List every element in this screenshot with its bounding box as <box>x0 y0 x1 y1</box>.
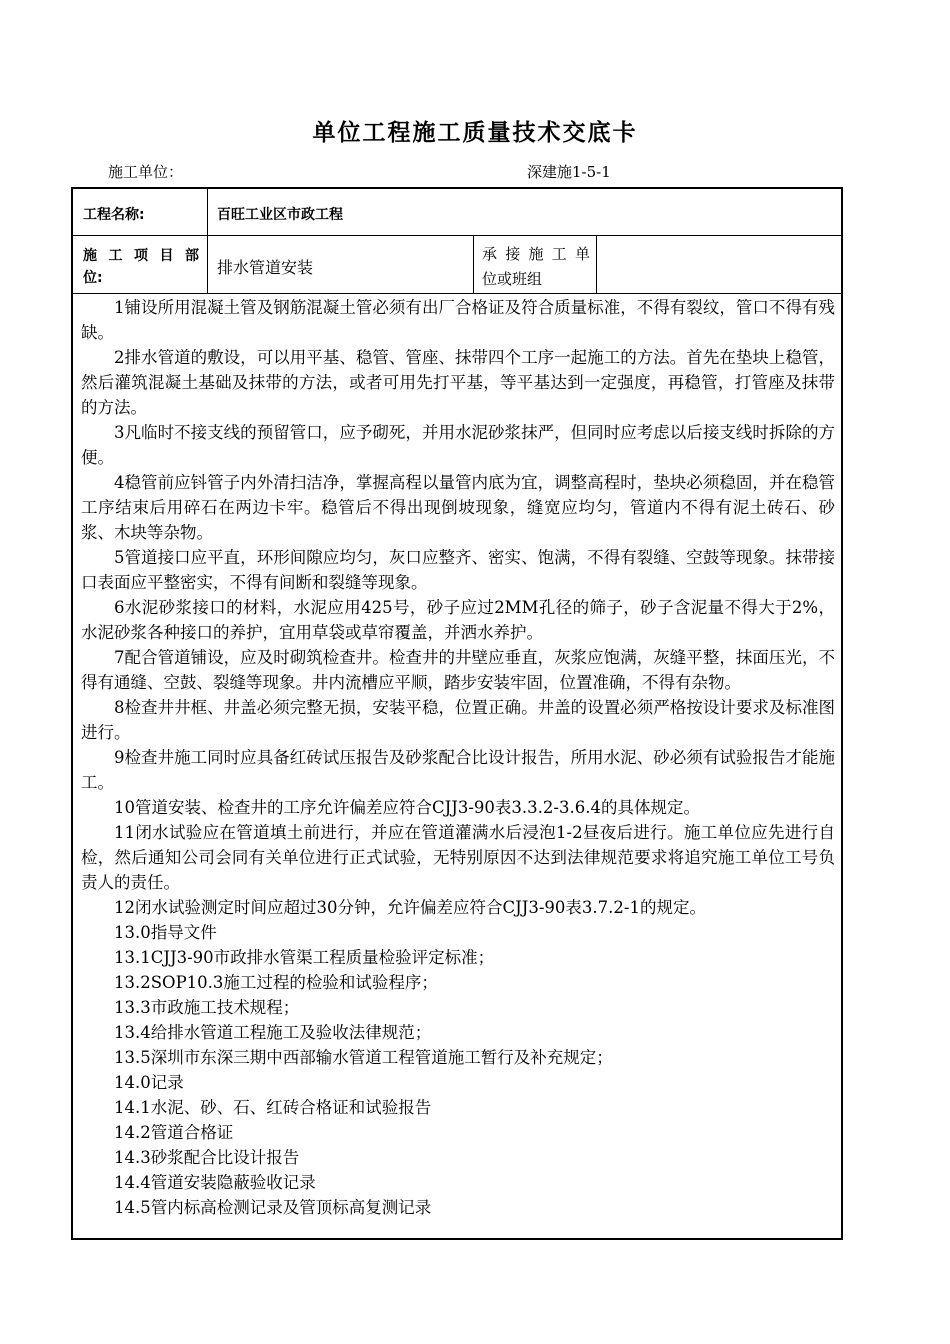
disclosure-content <box>81 295 835 1220</box>
column-divider <box>596 236 597 293</box>
work-item-label <box>83 245 199 289</box>
paragraph: 9检查井施工同时应具备红砖试压报告及砂浆配合比设计报告，所用水泥、砂必须有试验报告才能施工。 <box>81 748 835 792</box>
column-divider <box>473 236 474 293</box>
disclosure-form-table <box>71 187 843 1240</box>
project-name-value: 百旺工业区市政工程 <box>217 207 343 223</box>
document-title: 单位工程施工质量技术交底卡 <box>312 120 638 146</box>
paragraph: 14.4管道安装隐蔽验收记录 <box>114 1173 316 1192</box>
paragraph: 1铺设所用混凝土管及钢筋混凝土管必须有出厂合格证及符合质量标准，不得有裂纹，管口不得有残缺。 <box>81 298 835 342</box>
paragraph: 11闭水试验应在管道填土前进行，并应在管道灌满水后浸泡1-2昼夜后进行。施工单位应先进行自检，然后通知公司会同有关单位进行正式试验，无特别原因不达到法律规范要求将追究施工单位工号负责人的责任。 <box>81 823 835 892</box>
contractor-label-line1: 承接施工单 <box>482 245 590 263</box>
project-name-label: 工程名称: <box>83 207 145 223</box>
paragraph: 7配合管道铺设，应及时砌筑检查井。检查井的井壁应垂直，灰浆应饱满，灰缝平整，抹面压光，不得有通缝、空鼓、裂缝等现象。井内流槽应平顺，踏步安装牢固，位置准确，不得有杂物。 <box>81 648 835 692</box>
form-code: 深建施1-5-1 <box>527 163 611 181</box>
paragraph: 14.1水泥、砂、石、红砖合格证和试验报告 <box>114 1098 432 1117</box>
paragraph: 12闭水试验测定时间应超过30分钟，允许偏差应符合CJJ3-90表3.7.2-1的规定。 <box>114 898 706 917</box>
row-divider <box>73 235 841 236</box>
construction-unit-label: 施工单位： <box>108 163 184 181</box>
paragraph: 5管道接口应平直，环形间隙应均匀，灰口应整齐、密实、饱满，不得有裂缝、空鼓等现象。抹带接口表面应平整密实，不得有间断和裂缝等现象。 <box>81 548 835 592</box>
work-item-label-line2: 位: <box>83 270 103 286</box>
paragraph: 13.5深圳市东深三期中西部输水管道工程管道施工暂行及补充规定； <box>114 1048 613 1067</box>
paragraph: 2排水管道的敷设，可以用平基、稳管、管座、抹带四个工序一起施工的方法。首先在垫块上稳管，然后灌筑混凝土基础及抹带的方法，或者可用先打平基，等平基达到一定强度，再稳管，打管座及抹带的方法。 <box>81 348 835 417</box>
paragraph: 8检查井井框、井盖必须完整无损，安装平稳，位置正确。井盖的设置必须严格按设计要求及标准图进行。 <box>81 698 835 742</box>
work-item-value: 排水管道安装 <box>217 258 314 277</box>
paragraph: 13.4给排水管道工程施工及验收法律规范； <box>114 1023 432 1042</box>
paragraph: 10管道安装、检查井的工序允许偏差应符合CJJ3-90表3.3.2-3.6.4的具体规定。 <box>114 798 700 817</box>
row-divider <box>73 293 841 294</box>
paragraph: 14.5管内标高检测记录及管顶标高复测记录 <box>114 1198 432 1217</box>
work-item-label-line1: 施 工 项 目 部 <box>83 248 199 264</box>
paragraph: 14.2管道合格证 <box>114 1123 234 1142</box>
column-divider <box>207 189 208 293</box>
paragraph: 14.3砂浆配合比设计报告 <box>114 1148 300 1167</box>
contractor-label <box>482 242 590 292</box>
paragraph: 6水泥砂浆接口的材料，水泥应用425号，砂子应过2MM孔径的筛子，砂子含泥量不得大于2%，水泥砂浆各种接口的养护，宜用草袋或草帘覆盖，并洒水养护。 <box>81 598 835 642</box>
paragraph: 13.3市政施工技术规程； <box>114 998 300 1017</box>
contractor-label-line2: 位或班组 <box>482 270 543 288</box>
paragraph: 13.2SOP10.3施工过程的检验和试验程序； <box>114 973 438 992</box>
paragraph: 4稳管前应钭管子内外清扫洁净，掌握高程以量管内底为宜，调整高程时，垫块必须稳固，并在稳管工序结束后用碎石在两边卡牢。稳管后不得出现倒坡现象，缝宽应均匀，管道内不得有泥土砖石、砂浆、木块等杂物。 <box>81 473 835 542</box>
paragraph: 13.1CJJ3-90市政排水管渠工程质量检验评定标准； <box>114 948 495 967</box>
paragraph: 14.0记录 <box>114 1073 184 1092</box>
paragraph: 13.0指导文件 <box>114 923 217 942</box>
paragraph: 3凡临时不接支线的预留管口，应予砌死，并用水泥砂浆抹严，但同时应考虑以后接支线时拆除的方便。 <box>81 423 835 467</box>
